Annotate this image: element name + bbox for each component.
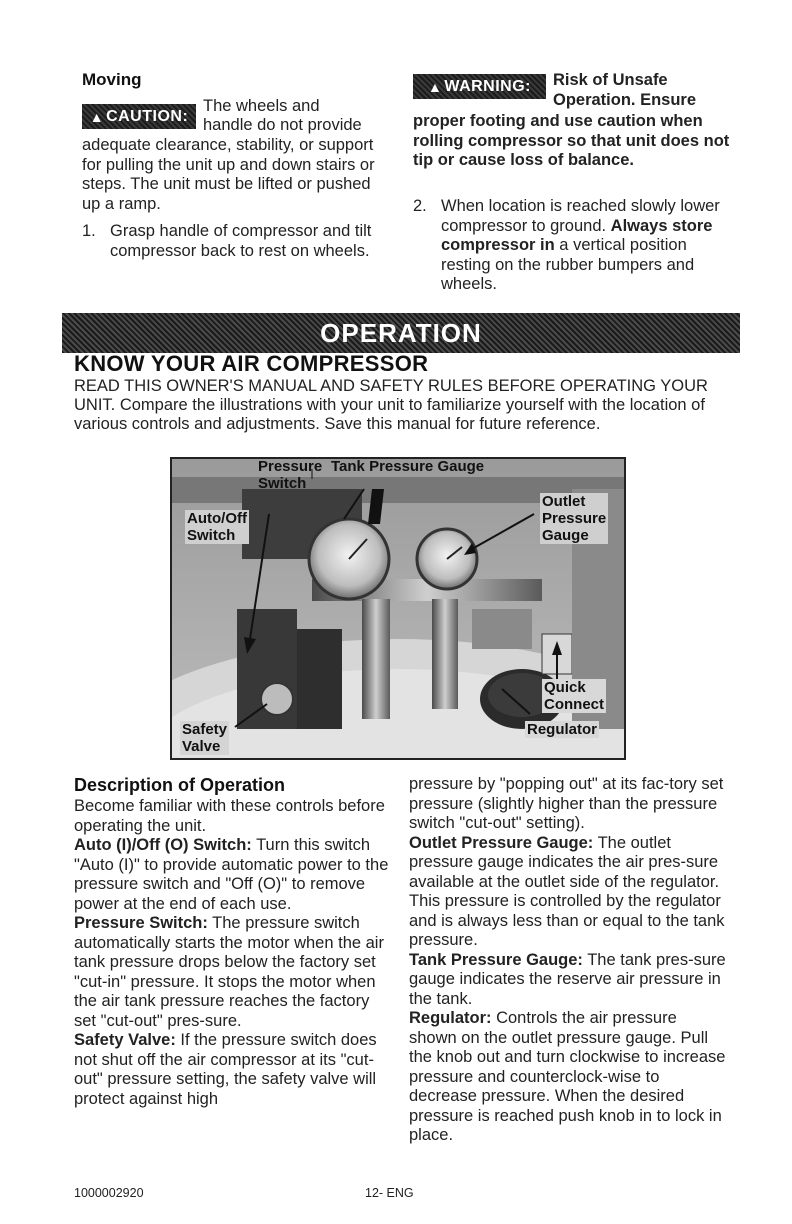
label-quick-connect bbox=[542, 679, 606, 713]
term-text: Controls the air pressure shown on the outlet pressure gauge. Pull the knob out and turn clockwise to increase pressure and counterclock-wise to decrease pressure. When the desired pressure is reached push knob in to lock in place. bbox=[409, 1009, 726, 1144]
desc-safety-valve-cont: pressure by "popping out" at its fac-tory set pressure (slightly higher than the pressure switch "cut-out" setting). bbox=[409, 775, 724, 832]
term-text: The outlet pressure gauge indicates the air pres-sure available at the outlet side of the regulator. This pressure is controlled by the regulator and is always less than or equal to the tank pressure. bbox=[409, 833, 725, 949]
section-heading: KNOW YOUR AIR COMPRESSOR bbox=[74, 351, 429, 376]
footer-page-number: 12- ENG bbox=[365, 1186, 414, 1200]
caution-text-rest: adequate clearance, stability, or support for pulling the unit up and down stairs or steps. The unit must be lifted or pushed up a ramp. bbox=[82, 136, 375, 213]
term: Outlet Pressure Gauge: bbox=[409, 833, 594, 852]
warning-triangle-icon: ▲ bbox=[427, 78, 443, 95]
term-text: Turn this switch "Auto (I)" to provide automatic power to the pressure switch and "Off (O)" to remove power at the end of each use. bbox=[74, 836, 389, 913]
warning-badge-label: WARNING: bbox=[444, 77, 531, 95]
footer-document-code: 1000002920 bbox=[74, 1186, 144, 1200]
term-text: If the pressure switch does not shut off the air compressor at its "cut-out" pressure setting, the safety valve will protect against high bbox=[74, 1031, 377, 1108]
term-text: The pressure switch automatically starts the motor when the air tank pressure drops below the factory set "cut-in" pressure. It stops the motor when the air tank pressure reaches the factory set "cut-out" pres-sure. bbox=[74, 914, 384, 1030]
desc-pressure-switch bbox=[74, 914, 390, 1031]
warning-text-line2: Operation. Ensure bbox=[553, 91, 697, 109]
description-left-column bbox=[74, 797, 390, 1109]
moving-heading: Moving bbox=[82, 70, 142, 89]
label-line: Quick bbox=[544, 679, 586, 696]
caution-text-line2: handle do not provide bbox=[203, 116, 362, 134]
description-intro: Become familiar with these controls before operating the unit. bbox=[74, 797, 385, 835]
label-line: Pressure bbox=[258, 458, 323, 475]
label-regulator: Regulator bbox=[527, 721, 598, 738]
warning-text-rest: proper footing and use caution when rolling compressor so that unit does not tip or cause loss of balance. bbox=[413, 112, 730, 169]
label-line: Connect bbox=[544, 696, 604, 713]
label-line: Safety bbox=[182, 721, 228, 738]
step-text-bold: Always store compressor in bbox=[441, 216, 713, 254]
label-line: Auto/Off bbox=[187, 510, 247, 527]
step-text bbox=[441, 197, 731, 295]
label-line: Pressure bbox=[542, 510, 607, 527]
term: Regulator: bbox=[409, 1009, 492, 1027]
caution-text-line1: The wheels and bbox=[203, 97, 320, 115]
term: Pressure Switch: bbox=[74, 914, 208, 932]
label-line: Switch bbox=[187, 527, 236, 544]
description-heading: Description of Operation bbox=[74, 775, 286, 795]
caution-badge-label: CAUTION: bbox=[106, 107, 189, 125]
label-pressure-switch bbox=[258, 458, 322, 492]
term: Tank Pressure Gauge: bbox=[409, 950, 583, 969]
description-right-column bbox=[409, 775, 729, 1146]
desc-safety-valve bbox=[74, 1031, 390, 1109]
desc-tank-pressure-gauge bbox=[409, 951, 729, 1010]
warning-badge bbox=[413, 74, 546, 99]
label-line: Gauge bbox=[542, 527, 589, 544]
desc-auto-off-switch bbox=[74, 836, 390, 914]
desc-regulator bbox=[409, 1009, 729, 1146]
step-text-a: When location is reached slowly lower compressor to ground. bbox=[441, 197, 720, 235]
compressor-photo bbox=[170, 457, 626, 760]
step-text-b: a vertical position resting on the rubber bumpers and wheels. bbox=[441, 236, 695, 293]
label-outlet-pressure-gauge bbox=[540, 493, 608, 544]
label-safety-valve bbox=[180, 721, 229, 755]
label-line: Switch bbox=[258, 475, 307, 492]
label-auto-off-switch bbox=[185, 510, 249, 544]
label-tank-pressure-gauge: Tank Pressure Gauge bbox=[331, 458, 485, 475]
warning-text-line1: Risk of Unsafe bbox=[553, 71, 668, 89]
caution-badge bbox=[82, 104, 196, 129]
warning-triangle-icon: ▲ bbox=[89, 108, 105, 125]
operation-banner bbox=[62, 313, 740, 353]
section-intro: READ THIS OWNER'S MANUAL AND SAFETY RULES BEFORE OPERATING YOUR UNIT. Compare the illustrations with your unit to familiarize yourself with the location of various controls and adjustments. Save this manual for future reference. bbox=[74, 377, 708, 433]
step-number: 1. bbox=[82, 222, 96, 240]
term: Auto (I)/Off (O) Switch: bbox=[74, 836, 252, 854]
step-number: 2. bbox=[413, 197, 427, 215]
desc-outlet-pressure-gauge bbox=[409, 834, 729, 951]
operation-banner-label: OPERATION bbox=[320, 317, 482, 348]
label-line: Outlet bbox=[542, 493, 586, 510]
term: Safety Valve: bbox=[74, 1031, 176, 1049]
step-text: Grasp handle of compressor and tilt compressor back to rest on wheels. bbox=[110, 222, 372, 260]
term-text: The tank pres-sure gauge indicates the reserve air pressure in the tank. bbox=[409, 950, 726, 1008]
label-line: Valve bbox=[182, 738, 221, 755]
